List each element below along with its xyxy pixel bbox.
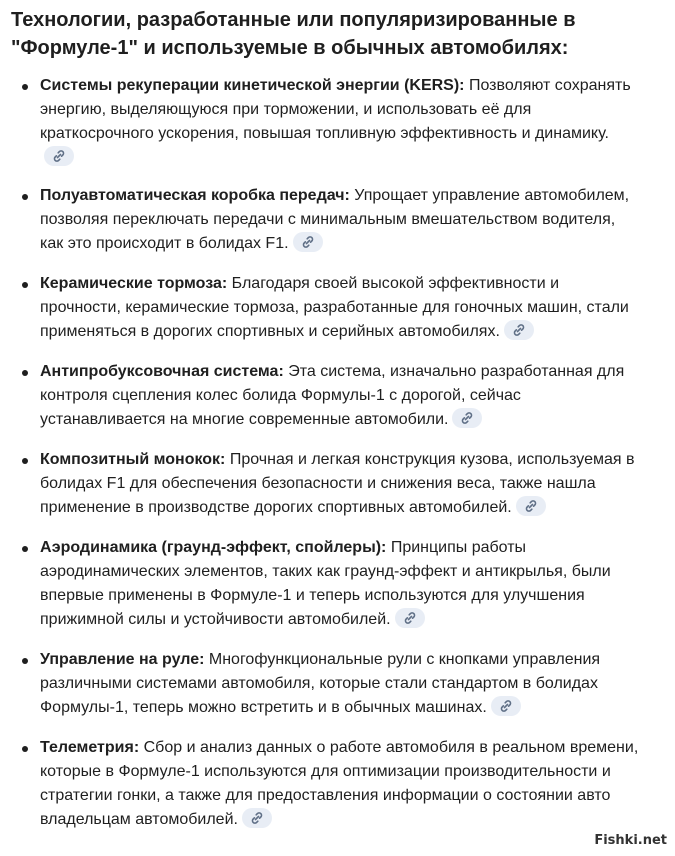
list-item-description: Принципы работы аэродинамических элементов, таких как граунд-эффект и антикрылья, были впервые применены в Формуле-1 и теперь используются для улучшения прижимной силы и устойчивости автомобилей.	[40, 539, 611, 628]
link-icon	[403, 611, 417, 625]
list-item-title: Аэродинамика (граунд-эффект, спойлеры):	[40, 539, 387, 556]
list-item-text	[40, 536, 640, 632]
list-item-text	[40, 272, 640, 344]
list-item-description: Благодаря своей высокой эффективности и прочности, керамические тормоза, разработанные для гоночных машин, стали применяться в дорогих спортивных и серийных автомобилях.	[40, 275, 629, 340]
link-icon	[250, 811, 264, 825]
source-link-button[interactable]	[491, 696, 521, 716]
source-link-button[interactable]	[44, 146, 74, 166]
link-icon	[512, 323, 526, 337]
bullet-dot	[22, 370, 28, 376]
list-item-description: Позволяют сохранять энергию, выделяющуюся при торможении, и использовать её для краткосрочного ускорения, повышая топливную эффективность и динамику.	[40, 77, 631, 142]
list-item-description: Прочная и легкая конструкция кузова, используемая в болидах F1 для обеспечения безопасности и снижения веса, также нашла применение в производстве дорогих спортивных автомобилей.	[40, 451, 635, 516]
list-item-description: Сбор и анализ данных о работе автомобиля в реальном времени, которые в Формуле-1 используются для оптимизации производительности и стратегии гонки, а также для предоставления информации о состоянии авто владельцам автомобилей.	[40, 739, 639, 828]
list-item-text	[40, 184, 640, 256]
list-item-description: Упрощает управление автомобилем, позволяя переключать передачи с минимальным вмешательством водителя, как это происходит в болидах F1.	[40, 187, 630, 252]
bullet-dot	[22, 458, 28, 464]
list-item-title: Полуавтоматическая коробка передач:	[40, 187, 350, 204]
list-item-title: Телеметрия:	[40, 739, 140, 756]
link-icon	[460, 411, 474, 425]
list-item-title: Системы рекуперации кинетической энергии (KERS):	[40, 77, 465, 94]
source-link-button[interactable]	[452, 408, 482, 428]
list-item-description: Многофункциональные рули с кнопками управления различными системами автомобиля, которые стали стандартом в болидах Формулы-1, теперь можно встретить и в обычных машинах.	[40, 651, 601, 716]
bullet-dot	[22, 282, 28, 288]
bullet-dot	[22, 84, 28, 90]
link-icon	[52, 149, 66, 163]
source-link-button[interactable]	[293, 232, 323, 252]
bullet-dot	[22, 746, 28, 752]
source-link-button[interactable]	[395, 608, 425, 628]
section-heading: Технологии, разработанные или популяризированные в "Формуле-1" и используемые в обычных автомобилях:	[11, 9, 576, 59]
list-item-text	[40, 448, 640, 520]
list-item-description: Эта система, изначально разработанная для контроля сцепления колес болида Формулы-1 с дорогой, сейчас устанавливается на многие современные автомобили.	[40, 363, 625, 428]
list-item-title: Управление на руле:	[40, 651, 205, 668]
list-item-text	[40, 360, 640, 432]
list-item-text	[40, 648, 640, 720]
link-icon	[301, 235, 315, 249]
link-icon	[524, 499, 538, 513]
source-link-button[interactable]	[504, 320, 534, 340]
source-link-button[interactable]	[516, 496, 546, 516]
bullet-dot	[22, 658, 28, 664]
site-watermark: Fishki.net	[594, 833, 667, 848]
list-item-text	[40, 736, 640, 832]
bullet-dot	[22, 194, 28, 200]
list-item-title: Композитный монокок:	[40, 451, 226, 468]
list-item-title: Антипробуксовочная система:	[40, 363, 284, 380]
bullet-dot	[22, 546, 28, 552]
list-item-text	[40, 74, 640, 170]
link-icon	[499, 699, 513, 713]
source-link-button[interactable]	[242, 808, 272, 828]
list-item-title: Керамические тормоза:	[40, 275, 228, 292]
